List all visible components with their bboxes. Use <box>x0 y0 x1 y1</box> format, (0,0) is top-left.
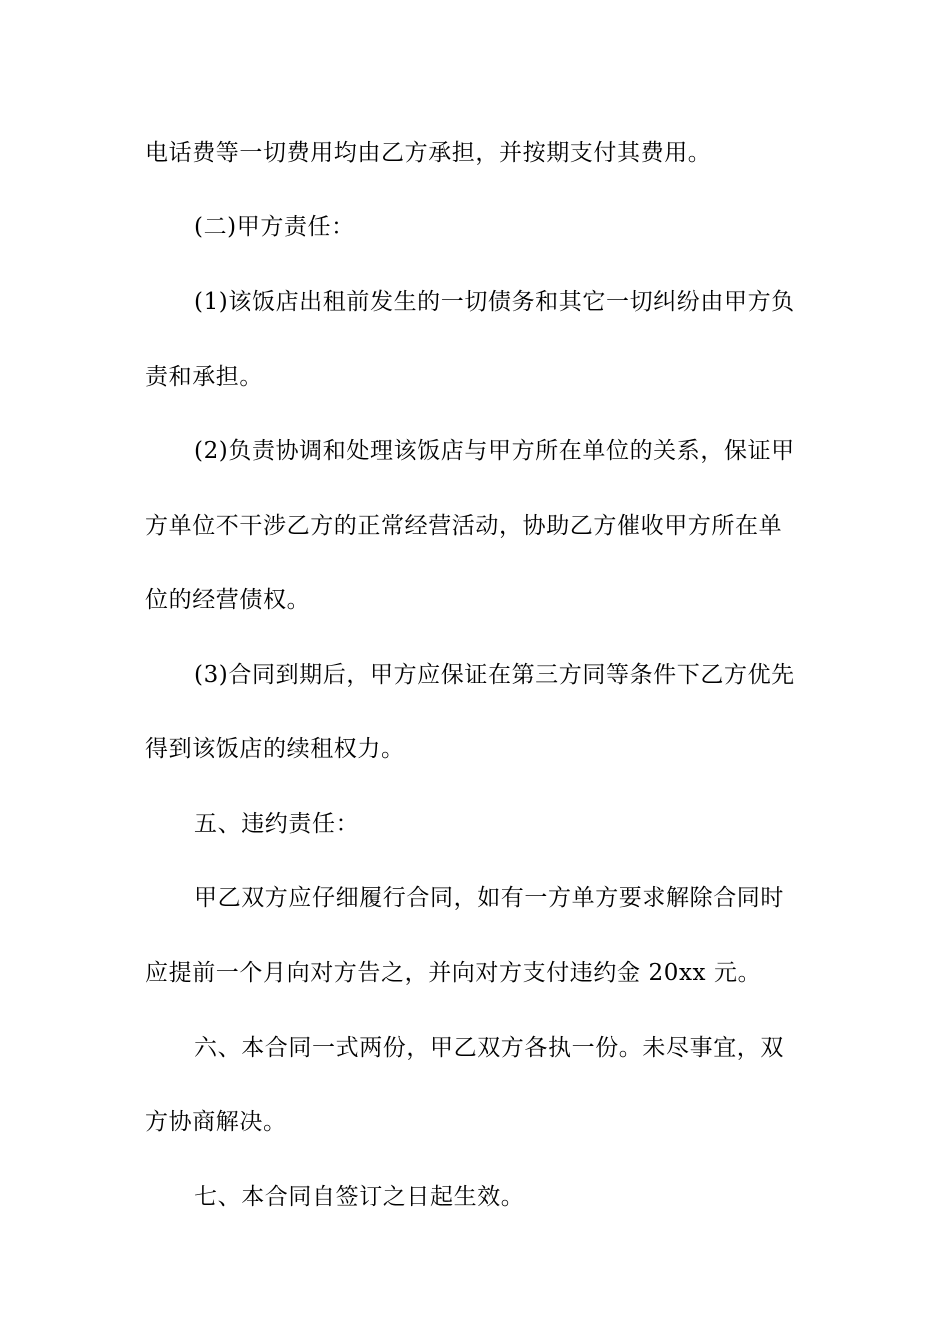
section-heading: (二)甲方责任： <box>194 214 355 240</box>
body-text-line: 方协商解决。 <box>145 1109 287 1135</box>
body-text-line: 得到该饭店的续租权力。 <box>145 736 405 762</box>
body-text-line: 方单位不干涉乙方的正常经营活动，协助乙方催收甲方所在单 <box>145 513 783 539</box>
section-heading: 五、违约责任： <box>194 811 360 837</box>
body-text-line: 六、本合同一式两份，甲乙双方各执一份。未尽事宜，双 <box>194 1035 784 1061</box>
body-text-line: (2)负责协调和处理该饭店与甲方所在单位的关系，保证甲 <box>194 438 795 464</box>
body-text-line: 电话费等一切费用均由乙方承担，并按期支付其费用。 <box>145 140 712 166</box>
body-text-line: (1)该饭店出租前发生的一切债务和其它一切纠纷由甲方负 <box>194 289 795 315</box>
body-text-line: 应提前一个月向对方告之，并向对方支付违约金 20xx 元。 <box>145 960 762 986</box>
body-text-line: 位的经营债权。 <box>145 587 311 613</box>
body-text-line: 甲乙双方应仔细履行合同，如有一方单方要求解除合同时 <box>194 885 784 911</box>
body-text-line: 七、本合同自签订之日起生效。 <box>194 1184 525 1210</box>
body-text-line: (3)合同到期后，甲方应保证在第三方同等条件下乙方优先 <box>194 662 795 688</box>
body-text-line: 责和承担。 <box>145 364 263 390</box>
